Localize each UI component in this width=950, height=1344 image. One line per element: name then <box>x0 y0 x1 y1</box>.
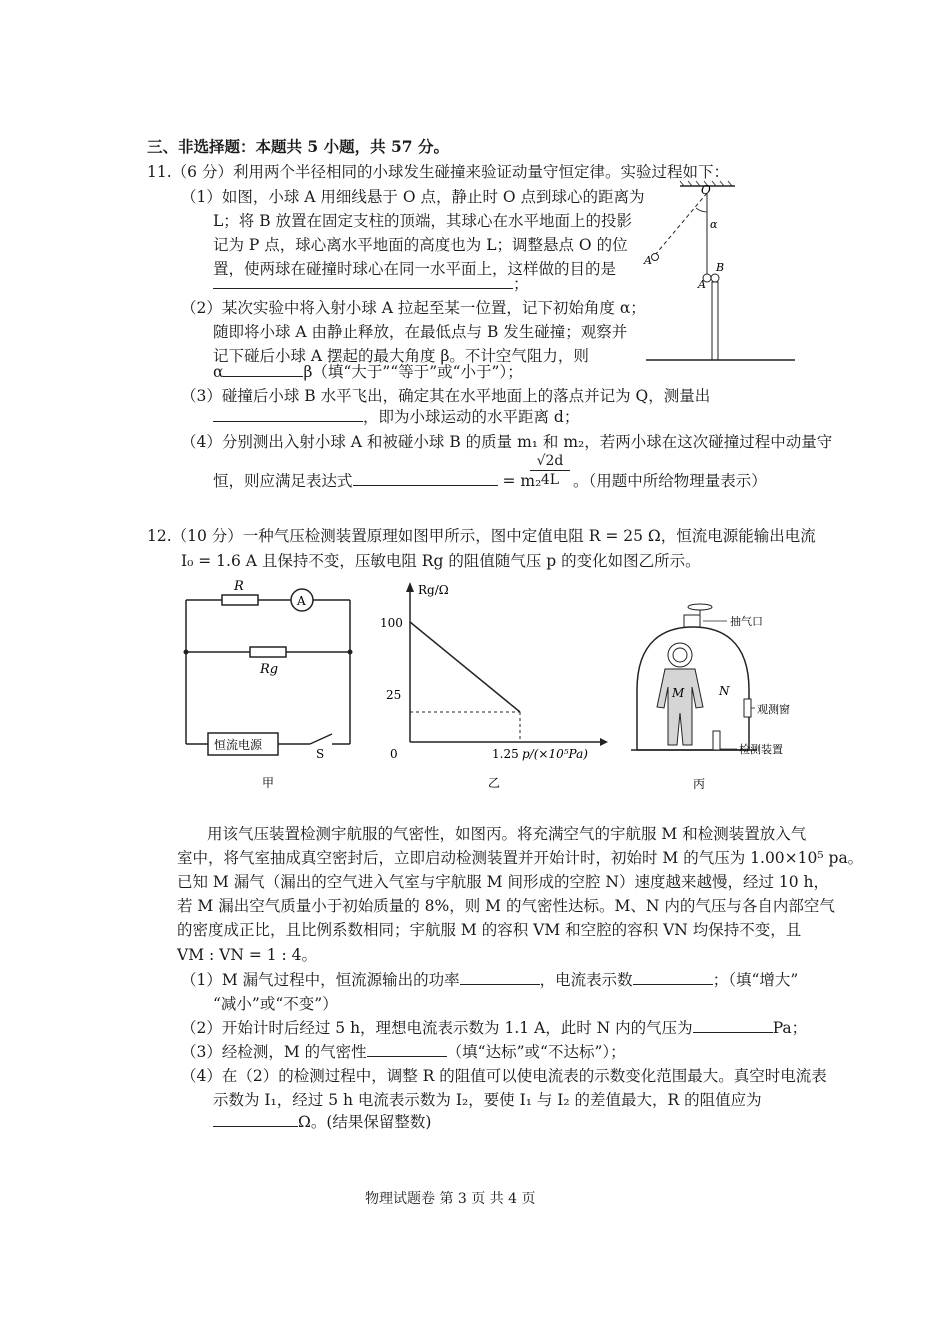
q11-p4-eq: = m₂ <box>502 472 542 490</box>
q11-p1-line: 置，使两球在碰撞时球心在同一水平面上，这样做的目的是 <box>213 260 617 278</box>
label-B: B <box>716 261 725 274</box>
detection-device <box>713 731 720 750</box>
switch-S <box>310 734 332 744</box>
caption-bing: 丙 <box>693 777 706 791</box>
circuit-figure-jia <box>170 570 370 800</box>
section-heading: 三、非选择题：本题共 5 小题，共 57 分。 <box>147 137 449 156</box>
label-alpha: α <box>710 218 718 231</box>
label-M: M <box>672 686 685 700</box>
x-axis-label: p/(×10⁵Pa) <box>522 747 588 761</box>
label-R: R <box>234 579 244 594</box>
q11-p1-line: 记为 P 点，球心离水平地面的高度也为 L；调整悬点 O 的位 <box>213 236 628 254</box>
answer-blank-6[interactable] <box>633 968 713 985</box>
q12-s3-b: （填“达标”或“不达标”）； <box>446 1043 626 1061</box>
fraction-numerator: √2d <box>536 453 564 469</box>
label-A1: A <box>644 254 652 267</box>
q12-s1-d: “减小”或“不变”） <box>213 995 338 1013</box>
pendulum-figure <box>640 178 800 368</box>
ball-b <box>711 274 719 282</box>
q11-p2-line: （2）某次实验中将入射小球 A 拉起至某一位置，记下初始角度 α； <box>181 299 646 317</box>
answer-blank-1[interactable] <box>213 272 513 289</box>
resistor-Rg <box>250 647 286 657</box>
observation-window <box>744 699 751 717</box>
q11-p2-line: 记下碰后小球 A 摆起的最大角度 β。不计空气阻力，则 <box>213 347 589 365</box>
answer-blank-2[interactable] <box>223 360 303 377</box>
series-rg-line <box>410 622 520 712</box>
q11-alpha: α <box>213 363 224 381</box>
q11-p4-pre: 恒，则应满足表达式 <box>213 472 353 490</box>
label-outlet: 抽气口 <box>730 615 763 628</box>
chamber-figure-bing <box>625 595 805 800</box>
chart-figure-yi <box>370 570 620 800</box>
outlet-pipe <box>684 615 700 627</box>
q11-p1-line: （1）如图，小球 A 用细线悬于 O 点，静止时 O 点到球心的距离为 <box>181 188 645 206</box>
y-tick-25: 25 <box>386 688 402 702</box>
q12-para-line: 室中，将气室抽成真空密封后，立即启动检测装置并开始计时，初始时 M 的气压为 1.00×10⁵ pa。 <box>177 849 864 867</box>
y-axis-label: Rg/Ω <box>418 583 449 597</box>
label-Rg: Rg <box>260 662 279 677</box>
q12-line2: I₀ = 1.6 A 且保持不变，压敏电阻 Rg 的阻值随气压 p 的变化如图乙所示。 <box>181 552 701 570</box>
q11-p3-tail: ，即为小球运动的水平距离 d； <box>363 408 580 426</box>
answer-blank-7[interactable] <box>693 1016 773 1033</box>
label-device: 检测装置 <box>739 743 783 756</box>
q12-para-line: 的密度成正比，且比例系数相同；宇航服 M 的容积 VM 和空腔的容积 VN 均保持不变，且 <box>177 921 802 939</box>
q12-para-line: VM : VN = 1 : 4。 <box>177 946 318 964</box>
label-O: O <box>701 183 711 197</box>
answer-blank-5[interactable] <box>460 968 540 985</box>
page-footer: 物理试题卷 第 3 页 共 4 页 <box>365 1191 536 1207</box>
valve-knob <box>688 604 712 610</box>
y-tick-100: 100 <box>380 616 403 630</box>
label-window: 观测窗 <box>757 703 790 716</box>
caption-jia: 甲 <box>262 776 275 790</box>
label-S: S <box>316 747 325 761</box>
label-source: 恒流电源 <box>214 738 263 752</box>
label-ammeter: A <box>297 594 306 608</box>
q11-p3-line: （3）碰撞后小球 B 水平飞出，确定其在水平地面上的落点并记为 Q，测量出 <box>181 387 711 405</box>
answer-blank-8[interactable] <box>367 1040 447 1057</box>
label-A2: A <box>698 278 706 291</box>
ball-a-raised <box>652 254 659 261</box>
q12-para-line: 用该气压装置检测宇航服的气密性，如图丙。将充满空气的宇航服 M 和检测装置放入气 <box>207 825 807 843</box>
answer-blank-3[interactable] <box>213 405 363 422</box>
q12-para-line: 已知 M 漏气（漏出的空气进入气室与宇航服 M 间形成的空腔 N）速度越来越慢，经过 10 h， <box>177 873 830 891</box>
x-tick-0: 0 <box>390 747 398 761</box>
q12-s3-a: （3）经检测，M 的气密性 <box>181 1043 367 1061</box>
q12-s1-c: ；（填“增大” <box>712 971 799 989</box>
q11-p4-post: 。（用题中所给物理量表示） <box>573 472 767 490</box>
x-tick-1.25: 1.25 <box>492 747 519 761</box>
answer-blank-4[interactable] <box>353 469 498 486</box>
answer-blank-9[interactable] <box>213 1110 298 1127</box>
q11-p1-line: L；将 B 放置在固定支柱的顶端，其球心在水平地面上的投影 <box>213 212 633 230</box>
q12-line1: 12.（10 分）一种气压检测装置原理如图甲所示，图中定值电阻 R = 25 Ω，恒流电源能输出电流 <box>147 527 816 545</box>
q11-p1-end: ； <box>513 275 529 293</box>
caption-yi: 乙 <box>488 776 501 790</box>
q11-p4-line: （4）分别测出入射小球 A 和被碰小球 B 的质量 m₁ 和 m₂，若两小球在这次碰撞过程中动量守 <box>181 433 833 451</box>
q12-para-line: 若 M 漏出空气质量小于初始质量的 8%，则 M 的气密性达标。M、N 内的气压与各自内部空气 <box>177 897 835 915</box>
q12-s1-a: （1）M 漏气过程中，恒流源输出的功率 <box>181 971 460 989</box>
q11-p2-line: 随即将小球 A 由静止释放，在最低点与 B 发生碰撞；观察并 <box>213 323 628 341</box>
q11-intro: 11.（6 分）利用两个半径相同的小球发生碰撞来验证动量守恒定律。实验过程如下： <box>147 163 729 181</box>
q12-s2-b: Pa； <box>772 1019 808 1037</box>
fraction-denominator: 4L <box>530 470 570 489</box>
q12-s2-a: （2）开始计时后经过 5 h，理想电流表示数为 1.1 A，此时 N 内的气压为 <box>181 1019 693 1037</box>
q12-s1-b: ，电流表示数 <box>539 971 633 989</box>
label-N: N <box>719 684 730 698</box>
support-pillar <box>712 282 718 360</box>
resistor-R <box>222 595 258 605</box>
q12-s4-line: （4）在（2）的检测过程中，调整 R 的阻值可以使电流表的示数变化范围最大。真空时电流表 <box>181 1067 827 1085</box>
q12-s4-end: Ω。(结果保留整数) <box>298 1113 432 1131</box>
q12-s4-line: 示数为 I₁，经过 5 h 电流表示数为 I₂，要使 I₁ 与 I₂ 的差值最大，R 的阻值应为 <box>213 1091 762 1109</box>
q11-p2-tail: β（填“大于”“等于”或“小于”）； <box>303 363 523 381</box>
